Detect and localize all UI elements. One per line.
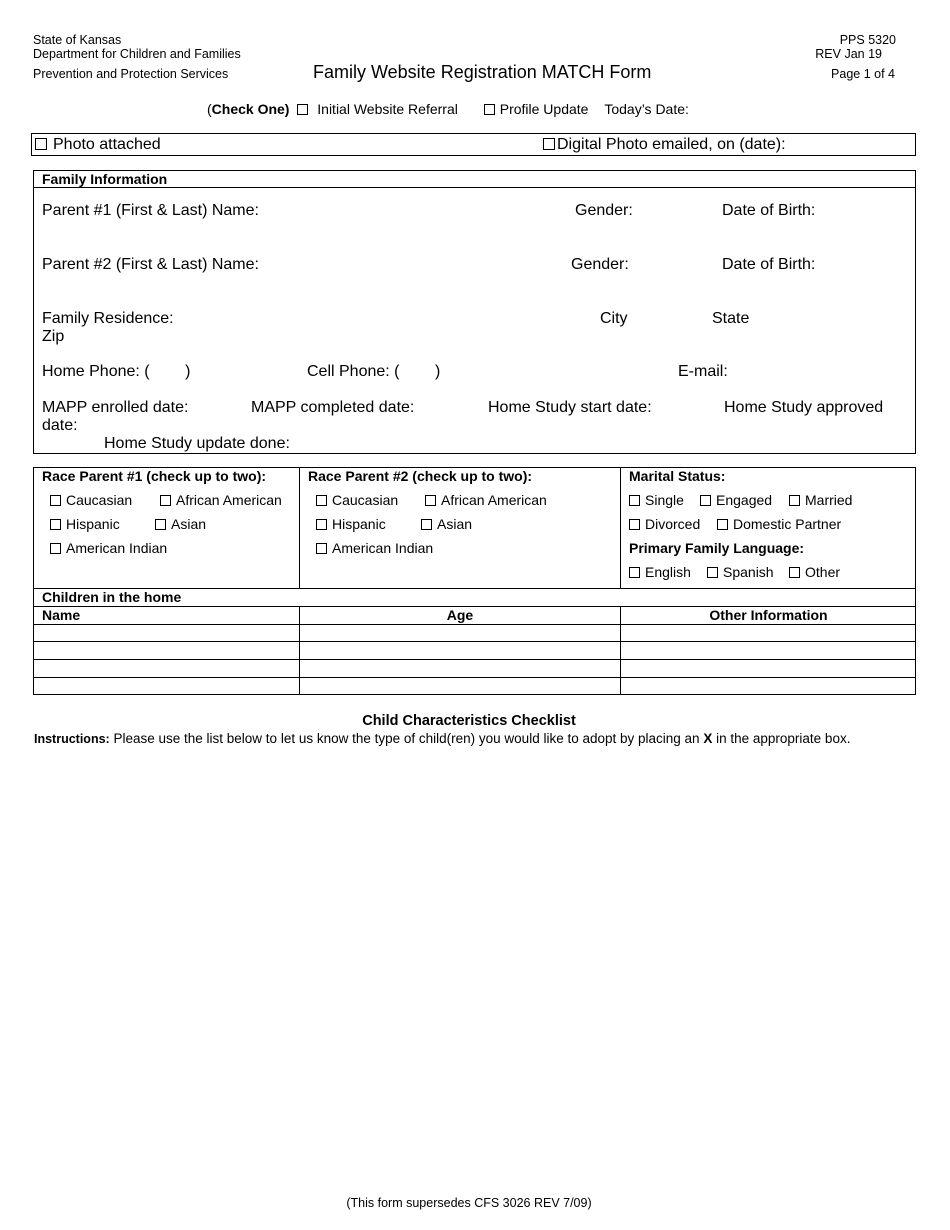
table-row <box>33 659 916 660</box>
digital-photo-label: Digital Photo emailed, on (date): <box>557 136 786 153</box>
race-parent1-american-indian[interactable] <box>50 540 167 556</box>
check-one-label: Check One) <box>211 101 290 117</box>
photo-attached-label: Photo attached <box>53 136 161 153</box>
cell-phone-label[interactable]: Cell Phone: ( ) <box>307 363 441 380</box>
option-label: Divorced <box>645 516 701 532</box>
option-label: Asian <box>437 516 473 532</box>
race-parent1-hispanic[interactable] <box>50 516 120 532</box>
checkbox[interactable] <box>421 519 432 530</box>
race-parent2-hispanic[interactable] <box>316 516 386 532</box>
race-parent2-american-indian[interactable] <box>316 540 433 556</box>
divider <box>33 187 916 188</box>
option-label: Asian <box>171 516 207 532</box>
state-label[interactable]: State <box>712 310 750 327</box>
marital-divorced[interactable] <box>629 516 700 532</box>
form-revision: REV Jan 19 <box>815 47 882 61</box>
home-study-start-label[interactable]: Home Study start date: <box>488 399 652 416</box>
option-label: Single <box>645 492 684 508</box>
marital-single[interactable] <box>629 492 684 508</box>
checkbox[interactable] <box>700 495 711 506</box>
parent2-gender-label[interactable]: Gender: <box>571 256 629 273</box>
profile-update-label: Profile Update <box>499 101 589 117</box>
zip-label[interactable]: Zip <box>42 328 65 345</box>
footer-note: (This form supersedes CFS 3026 REV 7/09) <box>346 1196 592 1210</box>
checkbox[interactable] <box>707 567 718 578</box>
email-label[interactable]: E-mail: <box>678 363 728 380</box>
race-parent1-caucasian[interactable] <box>50 492 132 508</box>
race-parent2-heading: Race Parent #2 (check up to two): <box>308 468 533 484</box>
option-label: Other <box>805 564 841 580</box>
option-label: Hispanic <box>66 516 120 532</box>
divider <box>299 467 300 589</box>
family-information-heading: Family Information <box>42 171 168 187</box>
checkbox[interactable] <box>316 495 327 506</box>
children-column-name: Name <box>42 607 81 623</box>
check-one-open-paren: ( <box>207 101 212 117</box>
race-parent2-african-american[interactable] <box>425 492 547 508</box>
option-label: American Indian <box>66 540 168 556</box>
option-label: Hispanic <box>332 516 386 532</box>
language-heading: Primary Family Language: <box>629 540 805 556</box>
checkbox[interactable] <box>155 519 166 530</box>
option-label: Married <box>805 492 853 508</box>
checkbox[interactable] <box>316 543 327 554</box>
race-parent1-heading: Race Parent #1 (check up to two): <box>42 468 267 484</box>
initial-referral-label: Initial Website Referral <box>317 101 458 117</box>
option-label: English <box>645 564 691 580</box>
instructions-text-1: Please use the list below to let us know the type of child(ren) you would like to adopt by placing an <box>113 731 700 746</box>
table-row <box>33 641 916 642</box>
race-parent1-asian[interactable] <box>155 516 206 532</box>
photo-attached <box>35 136 161 154</box>
checkbox[interactable] <box>629 519 640 530</box>
form-number: PPS 5320 <box>839 33 896 47</box>
checkbox[interactable] <box>316 519 327 530</box>
instructions-label: Instructions: <box>34 732 110 746</box>
children-heading: Children in the home <box>42 589 182 605</box>
agency-line-2: Department for Children and Families <box>33 47 241 61</box>
divider <box>620 467 621 589</box>
instructions-x: X <box>703 731 713 746</box>
home-study-approved-label[interactable]: Home Study approved <box>724 399 884 416</box>
profile-update-checkbox[interactable] <box>484 104 495 115</box>
parent2-dob-label[interactable]: Date of Birth: <box>722 256 816 273</box>
option-label: Engaged <box>716 492 773 508</box>
checkbox[interactable] <box>50 519 61 530</box>
option-label: African American <box>441 492 547 508</box>
language-english[interactable] <box>629 564 691 580</box>
marital-domestic-partner[interactable] <box>717 516 841 532</box>
table-row <box>33 677 916 678</box>
marital-engaged[interactable] <box>700 492 772 508</box>
checkbox[interactable] <box>789 567 800 578</box>
home-study-update-label[interactable]: Home Study update done: <box>104 435 290 452</box>
option-label: African American <box>176 492 282 508</box>
agency-line-1: State of Kansas <box>33 33 122 47</box>
language-other[interactable] <box>789 564 840 580</box>
table-row <box>33 624 916 625</box>
form-title: Family Website Registration MATCH Form <box>313 62 652 82</box>
home-study-approved-date-label: date: <box>42 417 78 434</box>
check-one-row <box>207 101 689 117</box>
digital-photo-checkbox[interactable] <box>543 138 555 150</box>
language-spanish[interactable] <box>707 564 774 580</box>
option-label: Spanish <box>723 564 774 580</box>
photo-attached-checkbox[interactable] <box>35 138 47 150</box>
option-label: American Indian <box>332 540 434 556</box>
checkbox[interactable] <box>629 567 640 578</box>
checkbox[interactable] <box>717 519 728 530</box>
marital-married[interactable] <box>789 492 852 508</box>
checklist-title: Child Characteristics Checklist <box>362 713 576 729</box>
option-label: Domestic Partner <box>733 516 842 532</box>
marital-status-heading: Marital Status: <box>629 468 726 484</box>
checkbox[interactable] <box>789 495 800 506</box>
parent1-dob-label[interactable]: Date of Birth: <box>722 202 816 219</box>
children-column-other: Other Information <box>709 607 828 623</box>
residence-label[interactable]: Family Residence: <box>42 310 174 327</box>
instructions-text-2: in the appropriate box. <box>716 731 851 746</box>
checkbox[interactable] <box>50 495 61 506</box>
page-number: Page 1 of 4 <box>831 67 895 81</box>
parent1-name-label[interactable]: Parent #1 (First & Last) Name: <box>42 202 259 219</box>
initial-referral-checkbox[interactable] <box>297 104 308 115</box>
option-label: Caucasian <box>332 492 399 508</box>
city-label[interactable]: City <box>600 310 628 327</box>
home-phone-label[interactable]: Home Phone: ( ) <box>42 363 191 380</box>
race-parent2-caucasian[interactable] <box>316 492 398 508</box>
option-label: Caucasian <box>66 492 133 508</box>
race-parent1-african-american[interactable] <box>160 492 282 508</box>
checkbox[interactable] <box>629 495 640 506</box>
todays-date-label: Today’s Date: <box>604 101 689 117</box>
parent2-name-label[interactable]: Parent #2 (First & Last) Name: <box>42 256 259 273</box>
mapp-completed-label[interactable]: MAPP completed date: <box>251 399 415 416</box>
checklist-instructions <box>34 731 850 746</box>
digital-photo <box>543 136 786 154</box>
mapp-enrolled-label[interactable]: MAPP enrolled date: <box>42 399 189 416</box>
children-column-age: Age <box>446 607 474 623</box>
checkbox[interactable] <box>50 543 61 554</box>
race-parent2-asian[interactable] <box>421 516 472 532</box>
checkbox[interactable] <box>160 495 171 506</box>
parent1-gender-label[interactable]: Gender: <box>575 202 633 219</box>
checkbox[interactable] <box>425 495 436 506</box>
agency-line-3: Prevention and Protection Services <box>33 67 229 81</box>
